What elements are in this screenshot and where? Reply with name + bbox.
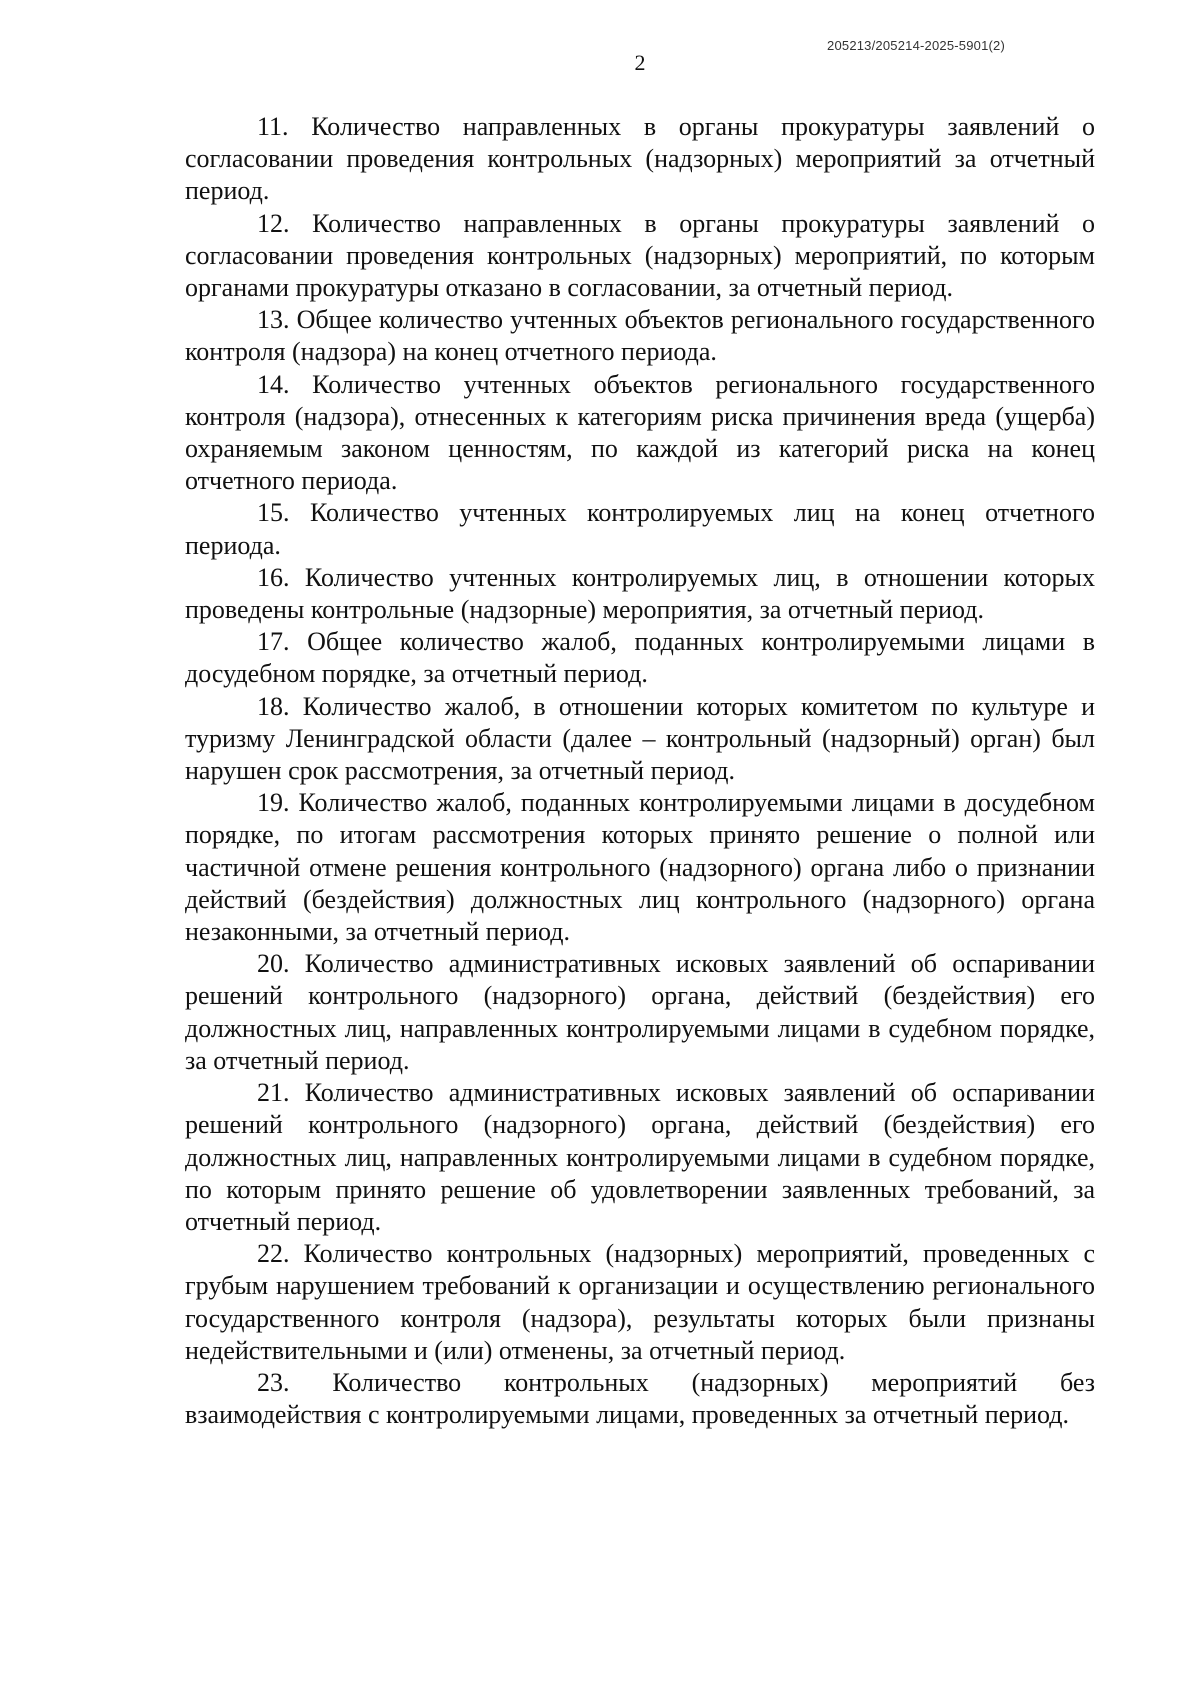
paragraph-17: 17. Общее количество жалоб, поданных контролируемыми лицами в досудебном порядке, за отчетный период.	[185, 627, 1095, 689]
paragraph-13: 13. Общее количество учтенных объектов регионального государственного контроля (надзора) на конец отчетного периода.	[185, 305, 1095, 367]
page-number: 2	[634, 50, 646, 75]
paragraph-14: 14. Количество учтенных объектов регионального государственного контроля (надзора), отнесенных к категориям риска причинения вреда (ущерба) охраняемым законом ценностям, по каждой из категорий риска на конец отчетного периода.	[185, 369, 1095, 496]
paragraph-12: 12. Количество направленных в органы прокуратуры заявлений о согласовании проведения контрольных (надзорных) мероприятий, по которым органами прокуратуры отказано в согласовании, за отчетный период.	[185, 208, 1095, 303]
paragraph-23: 23. Количество контрольных (надзорных) мероприятий без взаимодействия с контролируемыми лицами, проведенных за отчетный период.	[185, 1367, 1095, 1430]
paragraph-18: 18. Количество жалоб, в отношении которых комитетом по культуре и туризму Ленинградской области (далее – контрольный (надзорный) орган) был нарушен срок рассмотрения, за отчетный период.	[185, 691, 1095, 786]
paragraph-20: 20. Количество административных исковых заявлений об оспаривании решений контрольного (надзорного) органа, действий (бездействия) его должностных лиц, направленных контролируемыми лицами в судебном порядке, за отчетный период.	[185, 949, 1095, 1075]
paragraph-15: 15. Количество учтенных контролируемых лиц на конец отчетного периода.	[185, 498, 1095, 560]
paragraph-16: 16. Количество учтенных контролируемых лиц, в отношении которых проведены контрольные (надзорные) мероприятия, за отчетный период.	[185, 562, 1095, 625]
paragraph-11: 11. Количество направленных в органы прокуратуры заявлений о согласовании проведения контрольных (надзорных) мероприятий за отчетный период.	[185, 112, 1095, 206]
paragraph-22: 22. Количество контрольных (надзорных) мероприятий, проведенных с грубым нарушением требований к организации и осуществлению регионального государственного контроля (надзора), результаты которых были признаны недействительными и (или) отменены, за отчетный период.	[185, 1239, 1095, 1365]
paragraph-21: 21. Количество административных исковых заявлений об оспаривании решений контрольного (надзорного) органа, действий (бездействия) его должностных лиц, направленных контролируемыми лицами в судебном порядке, по которым принято решение об удовлетворении заявленных требований, за отчетный период.	[185, 1078, 1095, 1236]
paragraph-19: 19. Количество жалоб, поданных контролируемыми лицами в досудебном порядке, по итогам рассмотрения которых принято решение о полной или частичной отмене решения контрольного (надзорного) органа либо о признании действий (бездействия) должностных лиц контрольного (надзорного) органа незаконными, за отчетный период.	[185, 788, 1095, 947]
document-registration-number: 205213/205214-2025-5901(2)	[827, 38, 1005, 53]
document-body	[185, 111, 1095, 1431]
